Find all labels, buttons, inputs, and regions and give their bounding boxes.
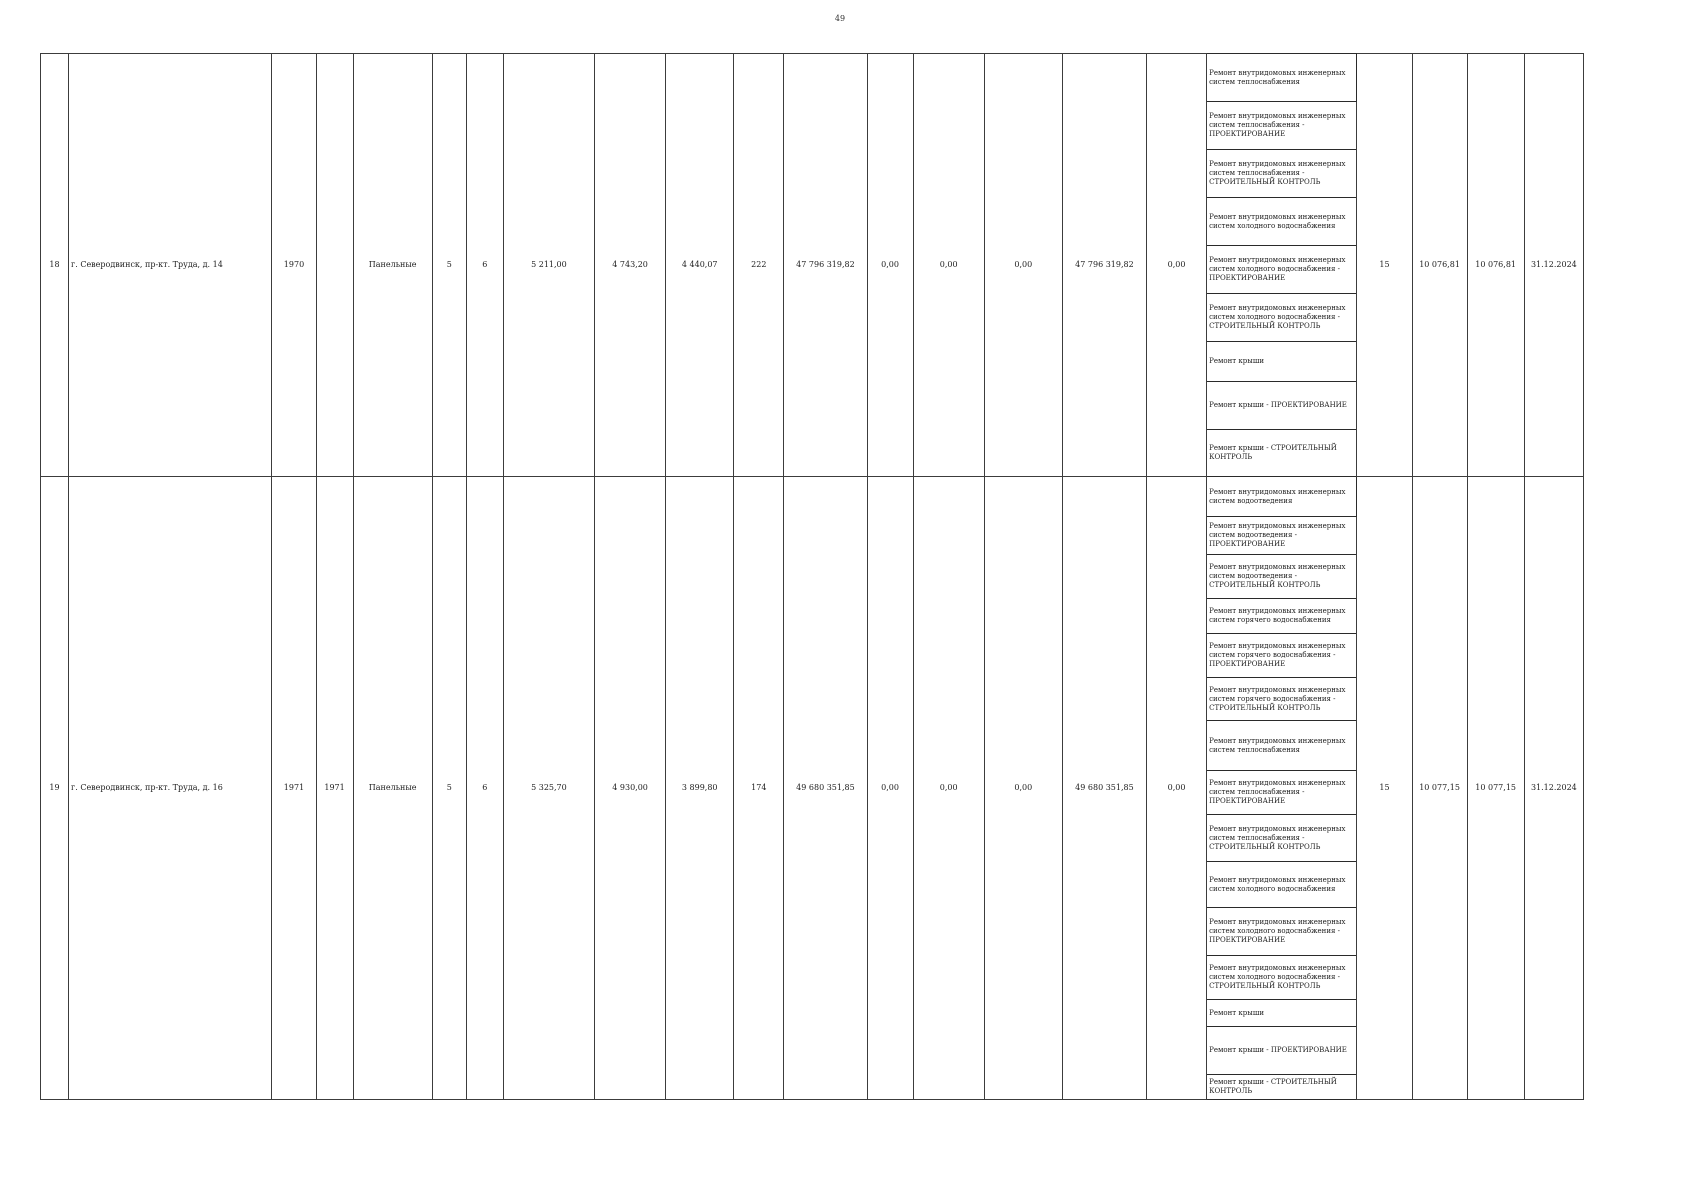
cost-other: 0,00 [1147,54,1207,477]
work-item: Ремонт внутридомовых инженерных систем холодного водоснабжения - СТРОИТЕЛЬНЫЙ КОНТРОЛЬ [1207,294,1357,342]
floors: 5 [432,54,466,477]
work-item: Ремонт внутридомовых инженерных систем водоотведения - СТРОИТЕЛЬНЫЙ КОНТРОЛЬ [1207,555,1357,599]
work-item: Ремонт внутридомовых инженерных систем теплоснабжения - ПРОЕКТИРОВАНИЕ [1207,771,1357,815]
wall-material: Панельные [353,54,432,477]
cost-region: 0,00 [913,54,984,477]
wall-material: Панельные [353,477,432,1100]
work-item: Ремонт внутридомовых инженерных систем теплоснабжения [1207,721,1357,771]
cost-fund: 0,00 [867,54,913,477]
floors: 5 [432,477,466,1100]
work-item: Ремонт внутридомовых инженерных систем горячего водоснабжения - ПРОЕКТИРОВАНИЕ [1207,634,1357,678]
year-built: 1971 [272,477,316,1100]
area-premises: 4 743,20 [595,54,666,477]
area-total: 5 211,00 [503,54,594,477]
work-item: Ремонт внутридомовых инженерных систем холодного водоснабжения - ПРОЕКТИРОВАНИЕ [1207,246,1357,294]
work-item: Ремонт внутридомовых инженерных систем горячего водоснабжения - СТРОИТЕЛЬНЫЙ КОНТРОЛЬ [1207,678,1357,721]
unit-cost-limit: 10 076,81 [1467,54,1524,477]
work-item: Ремонт внутридомовых инженерных систем холодного водоснабжения - СТРОИТЕЛЬНЫЙ КОНТРОЛЬ [1207,956,1357,1000]
work-item: Ремонт внутридомовых инженерных систем теплоснабжения - СТРОИТЕЛЬНЫЙ КОНТРОЛЬ [1207,815,1357,862]
work-item: Ремонт внутридомовых инженерных систем холодного водоснабжения [1207,862,1357,908]
deadline: 31.12.2024 [1524,477,1583,1100]
work-item: Ремонт крыши - СТРОИТЕЛЬНЫЙ КОНТРОЛЬ [1207,1075,1357,1100]
cost-municipal: 0,00 [984,477,1062,1100]
repair-program-table [40,53,1584,1100]
cost-region: 0,00 [913,477,984,1100]
work-item: Ремонт крыши - СТРОИТЕЛЬНЫЙ КОНТРОЛЬ [1207,430,1357,477]
row-number: 19 [41,477,69,1100]
cost-municipal: 0,00 [984,54,1062,477]
work-item: Ремонт крыши - ПРОЕКТИРОВАНИЕ [1207,1027,1357,1075]
area-total: 5 325,70 [503,477,594,1100]
cost-total: 49 680 351,85 [784,477,867,1100]
deadline: 31.12.2024 [1524,54,1583,477]
cost-owners: 47 796 319,82 [1062,54,1146,477]
page-number: 49 [834,14,846,23]
unit-cost: 10 076,81 [1412,54,1467,477]
area-premises: 4 930,00 [595,477,666,1100]
work-item: Ремонт внутридомовых инженерных систем горячего водоснабжения [1207,599,1357,634]
contribution: 15 [1357,477,1412,1100]
entrances: 6 [466,477,503,1100]
work-item: Ремонт внутридомовых инженерных систем водоотведения [1207,477,1357,517]
work-item: Ремонт внутридомовых инженерных систем холодного водоснабжения - ПРОЕКТИРОВАНИЕ [1207,908,1357,956]
year-built: 1970 [272,54,316,477]
residents-count: 222 [734,54,784,477]
work-item: Ремонт внутридомовых инженерных систем теплоснабжения - ПРОЕКТИРОВАНИЕ [1207,102,1357,150]
cost-other: 0,00 [1147,477,1207,1100]
building-address: г. Северодвинск, пр-кт. Труда, д. 16 [69,477,272,1100]
work-item: Ремонт внутридомовых инженерных систем холодного водоснабжения [1207,198,1357,246]
contribution: 15 [1357,54,1412,477]
work-item: Ремонт внутридомовых инженерных систем теплоснабжения [1207,54,1357,102]
work-item: Ремонт внутридомовых инженерных систем теплоснабжения - СТРОИТЕЛЬНЫЙ КОНТРОЛЬ [1207,150,1357,198]
building-row-18 [41,54,1584,477]
work-item: Ремонт внутридомовых инженерных систем водоотведения - ПРОЕКТИРОВАНИЕ [1207,517,1357,555]
year-reconstruction [316,54,353,477]
work-item: Ремонт крыши - ПРОЕКТИРОВАНИЕ [1207,382,1357,430]
area-residential: 3 899,80 [666,477,734,1100]
entrances: 6 [466,54,503,477]
residents-count: 174 [734,477,784,1100]
work-item: Ремонт крыши [1207,342,1357,382]
cost-fund: 0,00 [867,477,913,1100]
building-row-19 [41,477,1584,1100]
unit-cost-limit: 10 077,15 [1467,477,1524,1100]
cost-owners: 49 680 351,85 [1062,477,1146,1100]
cost-total: 47 796 319,82 [784,54,867,477]
unit-cost: 10 077,15 [1412,477,1467,1100]
building-address: г. Северодвинск, пр-кт. Труда, д. 14 [69,54,272,477]
work-item: Ремонт крыши [1207,1000,1357,1027]
year-reconstruction: 1971 [316,477,353,1100]
row-number: 18 [41,54,69,477]
area-residential: 4 440,07 [666,54,734,477]
